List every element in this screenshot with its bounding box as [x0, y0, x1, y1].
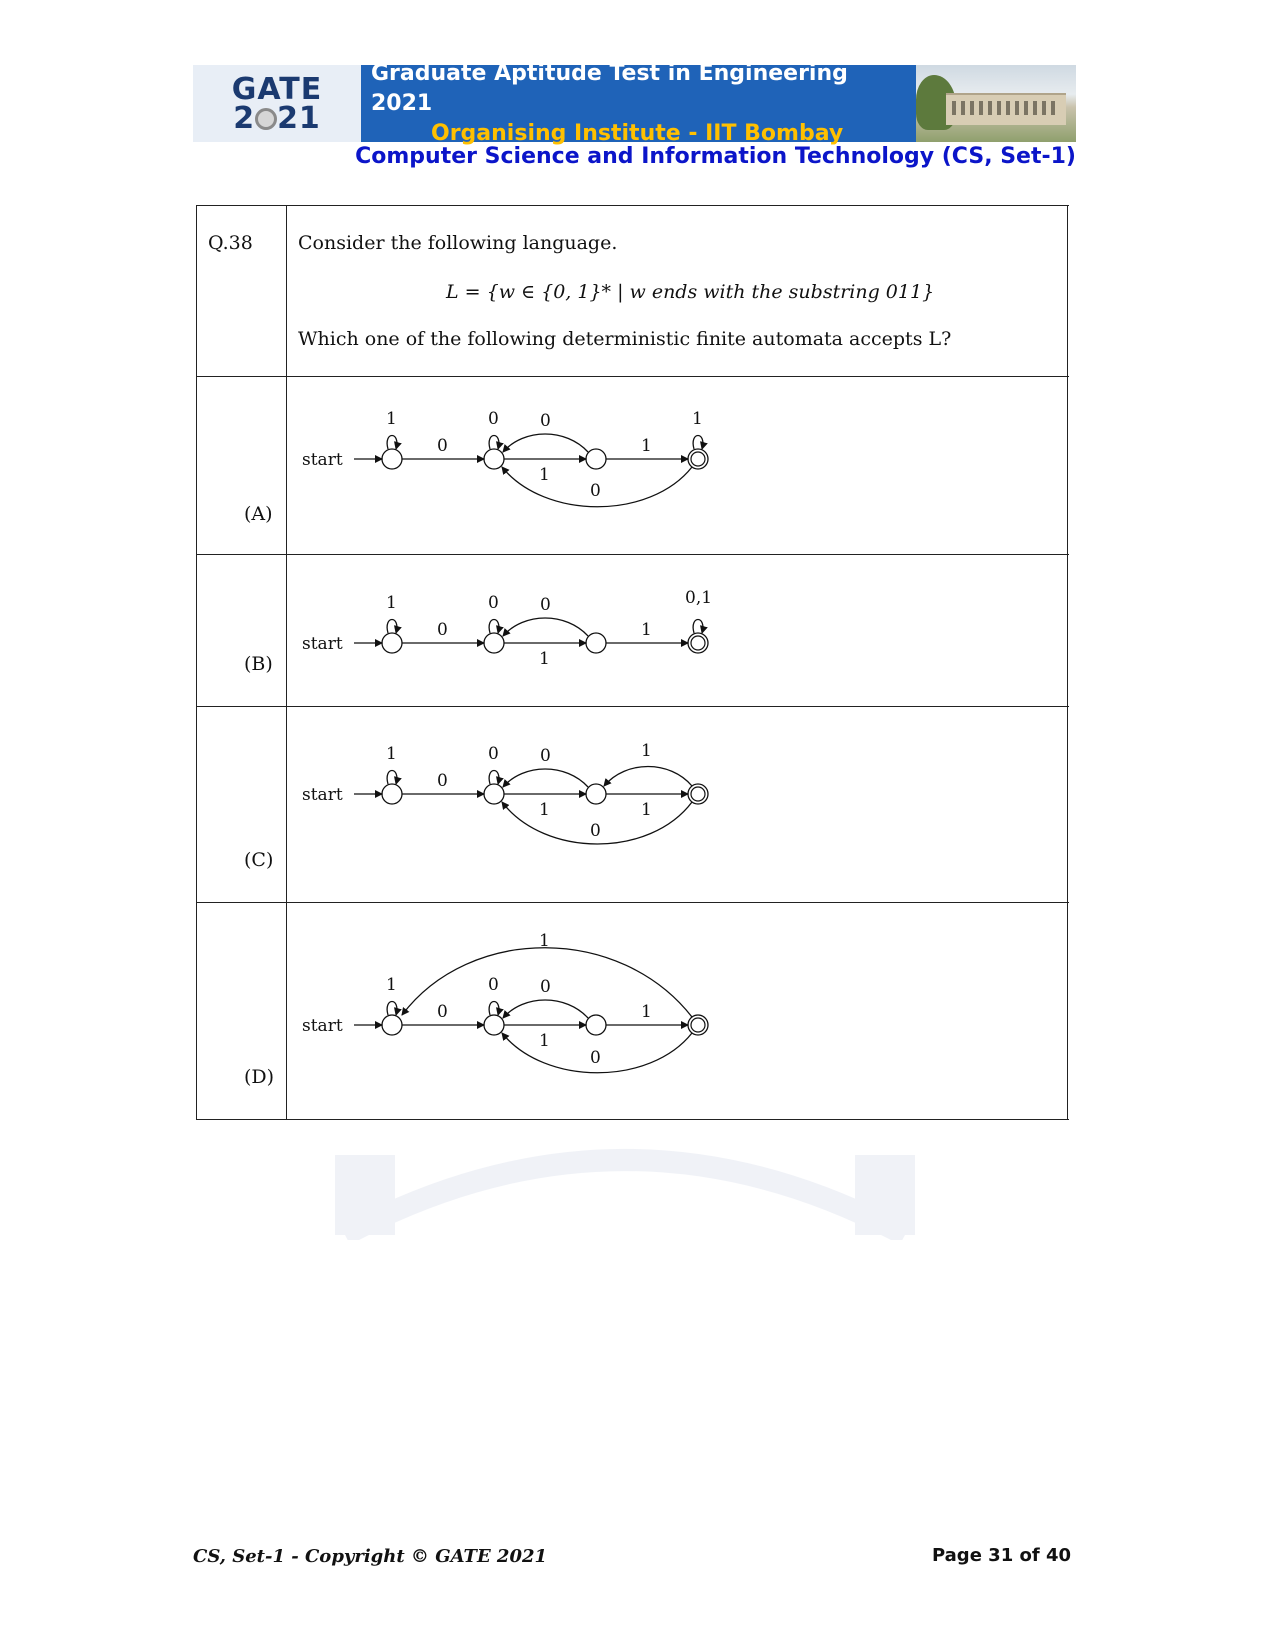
svg-text:0: 0 — [590, 821, 601, 841]
svg-text:0,1: 0,1 — [685, 588, 713, 608]
svg-text:1: 1 — [386, 409, 397, 429]
svg-text:1: 1 — [692, 409, 703, 429]
footer-copyright: CS, Set-1 - Copyright © GATE 2021 — [193, 1546, 548, 1567]
svg-text:0: 0 — [488, 593, 499, 613]
start-label: start — [302, 450, 343, 470]
svg-text:0: 0 — [590, 1048, 601, 1068]
svg-text:0: 0 — [540, 595, 551, 615]
svg-text:0: 0 — [437, 771, 448, 791]
svg-text:1: 1 — [539, 800, 550, 820]
dfa-option-a — [302, 409, 708, 507]
svg-text:1: 1 — [386, 593, 397, 613]
state-q1 — [484, 633, 504, 653]
svg-text:1: 1 — [539, 649, 550, 669]
state-q2 — [586, 784, 606, 804]
svg-text:1: 1 — [641, 436, 652, 456]
start-label: start — [302, 785, 343, 805]
exam-title: Graduate Aptitude Test in Engineering 2021 — [371, 60, 848, 116]
state-q2 — [586, 633, 606, 653]
svg-text:1: 1 — [539, 1031, 550, 1051]
svg-text:0: 0 — [437, 1002, 448, 1022]
question-prompt: Which one of the following deterministic finite automata accepts L? — [298, 328, 952, 350]
logo-text-gate: GATE — [231, 71, 323, 107]
svg-text:0: 0 — [488, 409, 499, 429]
svg-text:1: 1 — [386, 975, 397, 995]
state-q0 — [382, 449, 402, 469]
state-q0 — [382, 1015, 402, 1035]
option-label-a: (A) — [244, 503, 273, 525]
logo-text-year: 2 21 — [233, 100, 321, 136]
svg-text:0: 0 — [540, 411, 551, 431]
svg-text:1: 1 — [641, 800, 652, 820]
dfa-option-d — [302, 931, 708, 1073]
question-number: Q.38 — [208, 232, 253, 254]
svg-text:1: 1 — [641, 1002, 652, 1022]
svg-text:0: 0 — [488, 975, 499, 995]
option-label-d: (D) — [244, 1066, 275, 1088]
start-label: start — [302, 1016, 343, 1036]
svg-text:1: 1 — [641, 620, 652, 640]
state-q1 — [484, 784, 504, 804]
option-label-b: (B) — [244, 653, 273, 675]
svg-text:0: 0 — [540, 746, 551, 766]
svg-text:1: 1 — [539, 465, 550, 485]
state-q2 — [586, 1015, 606, 1035]
dfa-option-b — [302, 588, 712, 669]
svg-text:0: 0 — [437, 436, 448, 456]
svg-text:0: 0 — [540, 977, 551, 997]
question-intro: Consider the following language. — [298, 232, 618, 254]
state-q2 — [586, 449, 606, 469]
dfa-option-c — [302, 741, 708, 844]
subject-title: Computer Science and Information Technology (CS, Set-1) — [355, 144, 1076, 169]
svg-text:0: 0 — [437, 620, 448, 640]
option-label-c: (C) — [244, 849, 274, 871]
organising-institute: Organising Institute - IIT Bombay — [431, 120, 844, 146]
start-label: start — [302, 634, 343, 654]
state-q0 — [382, 784, 402, 804]
state-q1 — [484, 449, 504, 469]
svg-text:1: 1 — [641, 741, 652, 761]
svg-text:1: 1 — [539, 931, 550, 951]
svg-text:1: 1 — [386, 744, 397, 764]
svg-text:0: 0 — [590, 481, 601, 501]
svg-text:0: 0 — [488, 744, 499, 764]
page-number: Page 31 of 40 — [931, 1545, 1071, 1566]
language-definition: L = {w ∈ {0, 1}* | w ends with the substring 011} — [446, 281, 935, 303]
state-q0 — [382, 633, 402, 653]
state-q1 — [484, 1015, 504, 1035]
